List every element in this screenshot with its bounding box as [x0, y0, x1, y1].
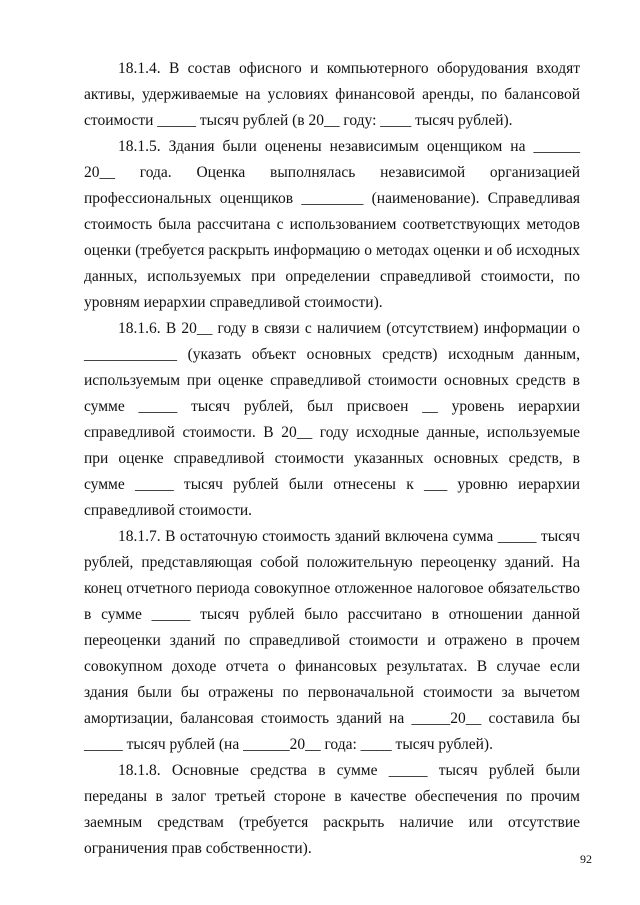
paragraph-18-1-5: 18.1.5. Здания были оценены независимым оценщиком на ______ 20__ года. Оценка выполнялась независимой организацией профессиональных оценщиков ________ (наименование). Справедливая стоимость была рассчитана с использованием соответствующих методов оценки (требуется раскрыть информацию о методах оценки и об исходных данных, используемых при определении справедливой стоимости, по уровням иерархии справедливой стоимости).	[84, 138, 580, 311]
paragraph-18-1-4: 18.1.4. В состав офисного и компьютерного оборудования входят активы, удерживаемые на условиях финансовой аренды, по балансовой стоимости _____ тысяч рублей (в 20__ году: ____ тысяч рублей).	[84, 60, 580, 129]
paragraph-18-1-7: 18.1.7. В остаточную стоимость зданий включена сумма _____ тысяч рублей, представляющая собой положительную переоценку зданий. На конец отчетного периода совокупное отложенное налоговое обязательство в сумме _____ тысяч рублей было рассчитано в отношении данной переоценки зданий по справедливой стоимости и отражено в прочем совокупном доходе отчета о финансовых результатах. В случае если здания были бы отражены по первоначальной стоимости за вычетом амортизации, балансовая стоимость зданий на _____20__ составила бы _____ тысяч рублей (на ______20__ года: ____ тысяч рублей).	[84, 528, 580, 753]
page-number: 92	[580, 852, 592, 866]
paragraph-18-1-6: 18.1.6. В 20__ году в связи с наличием (отсутствием) информации о ____________ (указать объект основных средств) исходным данным, используемым при оценке справедливой стоимости основных средств в сумме _____ тысяч рублей, был присвоен __ уровень иерархии справедливой стоимости. В 20__ году исходные данные, используемые при оценке справедливой стоимости указанных основных средств, в сумме _____ тысяч рублей были отнесены к ___ уровню иерархии справедливой стоимости.	[84, 320, 580, 519]
document-body	[84, 56, 580, 862]
paragraph-18-1-8: 18.1.8. Основные средства в сумме _____ тысяч рублей были переданы в залог третьей стороне в качестве обеспечения по прочим заемным средствам (требуется раскрыть наличие или отсутствие ограничения прав собственности).	[84, 762, 580, 857]
